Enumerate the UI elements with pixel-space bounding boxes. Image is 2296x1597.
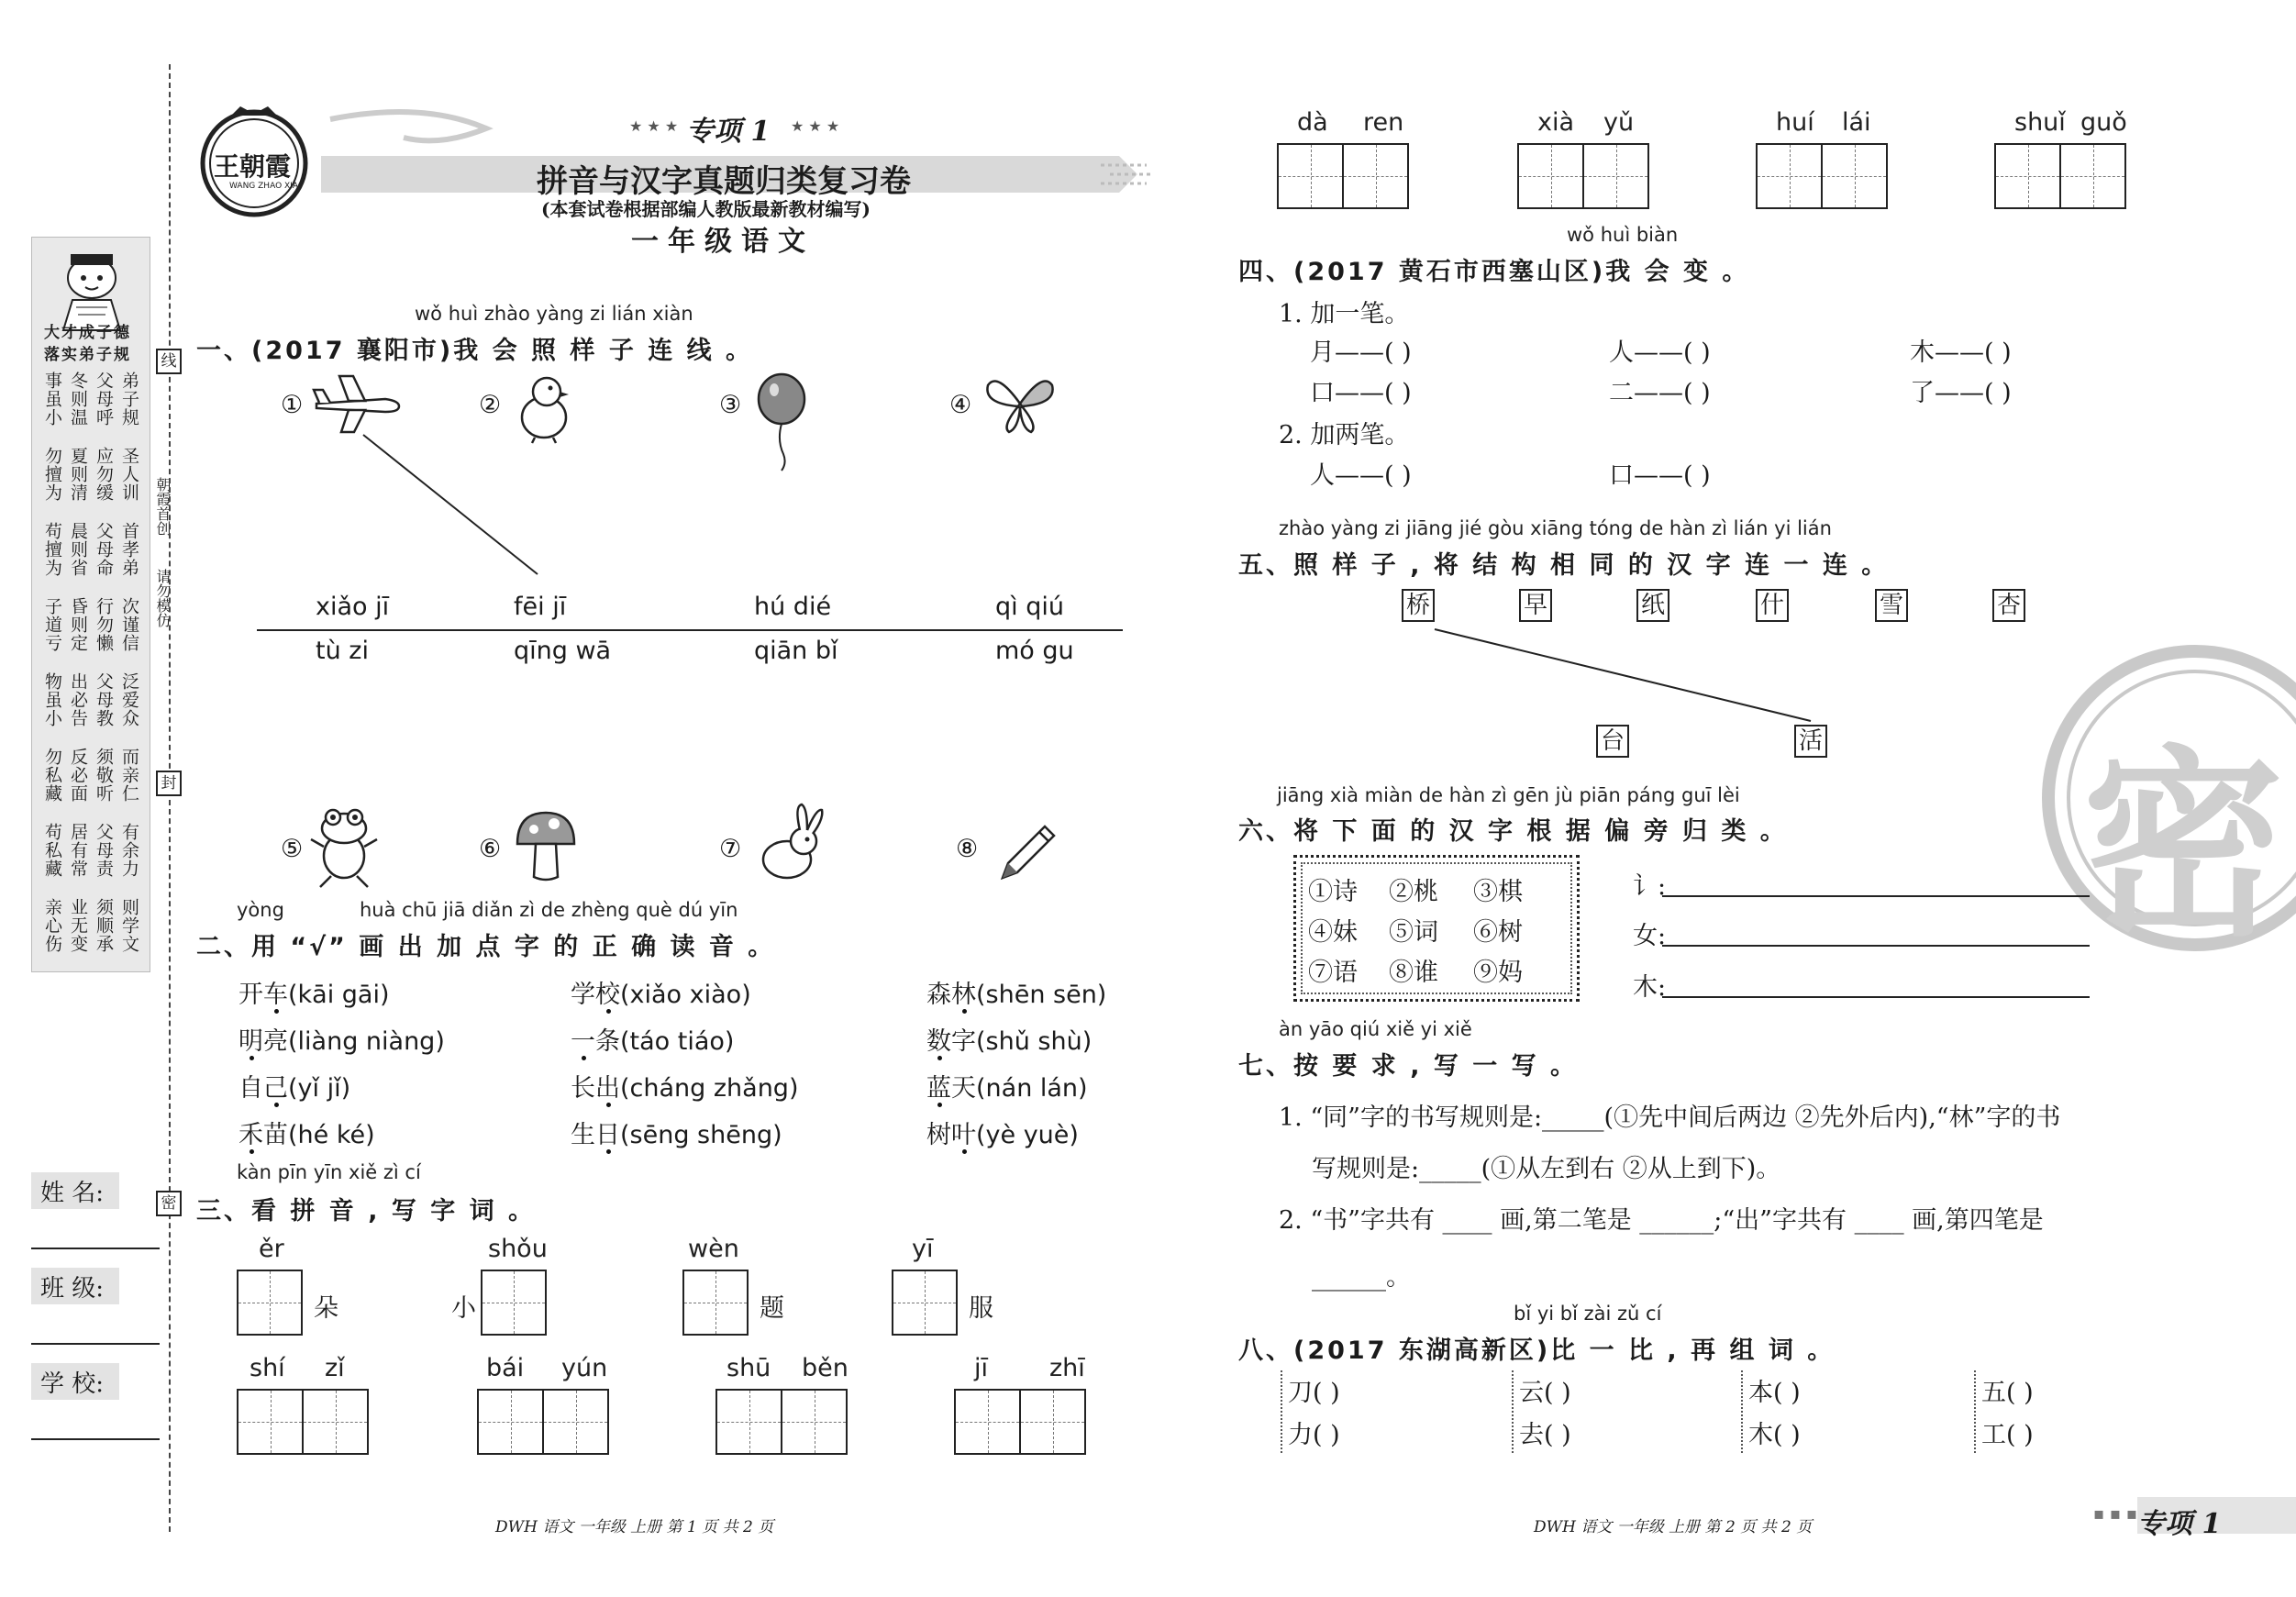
q8-blank[interactable]: 本( ) xyxy=(1748,1379,1801,1407)
q1-word-qingwa[interactable]: qīng wā xyxy=(514,637,612,665)
q8-divider xyxy=(1741,1370,1743,1453)
name-field[interactable] xyxy=(31,1248,160,1249)
right-top-pinyin: huí xyxy=(1776,108,1814,137)
q4-blank[interactable]: 月——( ) xyxy=(1310,338,1412,367)
q3-row1-grid[interactable] xyxy=(237,1270,303,1336)
page-subtitle: (本套试卷根据部编人教版最新教材编写) xyxy=(541,198,871,220)
pencil-icon xyxy=(995,821,1059,885)
emphasis-dot xyxy=(274,1009,279,1014)
right-top-grid[interactable] xyxy=(1994,143,2126,209)
emphasis-dot xyxy=(582,1056,586,1060)
sidebar-motto-2: 落实弟子规 xyxy=(44,346,131,364)
stars-right: ★ ★ ★ xyxy=(791,117,840,135)
q3-title: 三、看 拼 音 , 写 字 词 。 xyxy=(196,1197,537,1225)
q1-num-3: ③ xyxy=(719,391,742,419)
poem-col: 行勿懒 xyxy=(94,597,114,652)
q4-sub1: 1. 加一笔。 xyxy=(1279,300,1410,328)
q1-num-6: ⑥ xyxy=(479,835,502,863)
q3-row2-pinyin: shí xyxy=(250,1354,285,1382)
q3-row2-grid[interactable] xyxy=(237,1389,369,1455)
poem-col: 冬则温 xyxy=(68,372,88,427)
q5-bottom-char[interactable]: 活 xyxy=(1794,725,1827,758)
poem-col: 圣人训 xyxy=(119,447,139,502)
q6-answer-line[interactable] xyxy=(1662,945,2090,947)
school-field[interactable] xyxy=(31,1438,160,1440)
footer-badge: 专项 1 xyxy=(2137,1508,2222,1540)
q3-row2-pinyin: yún xyxy=(561,1354,608,1382)
side-note-1: 朝霞首创 xyxy=(154,477,172,536)
q5-title: 五、照 样 子 , 将 结 构 相 同 的 汉 字 连 一 连 。 xyxy=(1238,551,1890,580)
footer-badge-dots: ▪ ▪ ▪ xyxy=(2093,1504,2138,1524)
q8-blank[interactable]: 去( ) xyxy=(1519,1421,1571,1449)
q7-line1[interactable]: 1. “同”字的书写规则是:_____(①先中间后两边 ②先外后内),“林”字的书 xyxy=(1279,1103,2061,1132)
grade-title: 一年级语文 xyxy=(631,226,815,258)
q2-item[interactable]: 一条(táo tiáo) xyxy=(571,1027,735,1056)
q4-sub2: 2. 加两笔。 xyxy=(1279,421,1410,449)
q1-divider xyxy=(257,629,1123,631)
stamp-char: 密 xyxy=(2082,726,2285,963)
right-top-pinyin: ren xyxy=(1363,108,1404,137)
q5-top-char[interactable]: 早 xyxy=(1519,589,1552,622)
q6-answer-line[interactable] xyxy=(1662,895,2090,897)
emphasis-dot xyxy=(250,1149,254,1154)
q8-pinyin: bǐ yi bǐ zài zǔ cí xyxy=(1514,1303,1662,1325)
emphasis-dot xyxy=(606,1103,611,1107)
q3-row1-pinyin: ěr xyxy=(259,1235,284,1263)
poem-col: 子道亏 xyxy=(42,597,62,652)
q4-blank[interactable]: 人——( ) xyxy=(1609,338,1711,367)
poem-col: 而亲仁 xyxy=(119,748,139,803)
right-top-pinyin: guǒ xyxy=(2080,108,2127,137)
q3-pinyin: kàn pīn yīn xiě zì cí xyxy=(237,1161,421,1183)
poem-col: 须敬听 xyxy=(94,748,114,803)
poem-col: 晨则省 xyxy=(68,522,88,577)
poem-col: 父母教 xyxy=(94,672,114,727)
q3-row1-grid[interactable] xyxy=(481,1270,547,1336)
q7-line4[interactable]: ______。 xyxy=(1312,1263,1411,1292)
poem-col: 物虽小 xyxy=(42,672,62,727)
q6-answer-line[interactable] xyxy=(1662,996,2090,998)
poem-col: 出必告 xyxy=(68,672,88,727)
q1-word-feiji[interactable]: fēi jī xyxy=(514,593,567,621)
poem-col: 亲心伤 xyxy=(42,898,62,953)
q3-row1-grid[interactable] xyxy=(892,1270,958,1336)
q3-row2-pinyin: zǐ xyxy=(325,1354,345,1382)
q4-blank[interactable]: 木——( ) xyxy=(1910,338,2012,367)
q4-blank[interactable]: 人——( ) xyxy=(1310,461,1412,490)
q3-row2-grid[interactable] xyxy=(954,1389,1086,1455)
emphasis-dot xyxy=(962,1149,967,1154)
q7-line3[interactable]: 2. “书”字共有 ____ 画,第二笔是 ______;“出”字共有 ____ 画,第四笔是 xyxy=(1279,1206,2044,1235)
airplane-icon xyxy=(312,372,404,436)
q5-top-char[interactable]: 什 xyxy=(1756,589,1789,622)
poem-col: 应勿缓 xyxy=(94,447,114,502)
right-top-pinyin: lái xyxy=(1842,108,1871,137)
side-note-2: 请勿模仿 xyxy=(154,569,172,627)
emphasis-dot xyxy=(937,1103,942,1107)
q1-word-tuzi[interactable]: tù zi xyxy=(316,637,369,665)
poem-col: 有余力 xyxy=(119,823,139,878)
q6-char: ⑥树 xyxy=(1473,918,1523,947)
right-top-grid[interactable] xyxy=(1517,143,1649,209)
q6-char: ②桃 xyxy=(1389,878,1438,906)
q3-row2-pinyin: bái xyxy=(486,1354,525,1382)
q3-row2-pinyin: shū xyxy=(727,1354,771,1382)
q2-item[interactable]: 生日(sēng shēng) xyxy=(571,1121,782,1149)
q4-blank[interactable]: 二——( ) xyxy=(1609,379,1711,407)
topic-title: 专项 1 xyxy=(686,116,771,148)
q2-item[interactable]: 学校(xiǎo xiào) xyxy=(571,981,751,1009)
q3-row1-suffix: 服 xyxy=(969,1294,993,1323)
q2-item[interactable]: 森林(shēn sēn) xyxy=(926,981,1107,1009)
q4-blank[interactable]: 了——( ) xyxy=(1910,379,2012,407)
q3-row1-prefix: 小 xyxy=(451,1294,476,1323)
q1-example-line xyxy=(358,431,560,578)
q8-blank[interactable]: 五( ) xyxy=(1981,1379,2034,1407)
q3-row2-grid[interactable] xyxy=(477,1389,609,1455)
q7-pinyin: àn yāo qiú xiě yi xiě xyxy=(1279,1018,1472,1040)
q6-radical-label: 女: xyxy=(1633,922,1667,950)
poem-col: 业无变 xyxy=(68,898,88,953)
rabbit-icon xyxy=(752,803,826,885)
poem-col: 须顺承 xyxy=(94,898,114,953)
poem-col: 弟子规 xyxy=(119,372,139,427)
poem-col: 苟私藏 xyxy=(42,823,62,878)
q3-row1-pinyin: yī xyxy=(912,1235,934,1263)
page-title: 拼音与汉字真题归类复习卷 xyxy=(537,163,911,200)
q1-pinyin: wǒ huì zhào yàng zi lián xiàn xyxy=(415,303,693,325)
q6-radical-label: 木: xyxy=(1633,973,1667,1002)
poem-col: 勿私藏 xyxy=(42,748,62,803)
sidebar-motto-1: 大才成子德 xyxy=(44,324,131,342)
logo-text: 王朝霞 xyxy=(214,151,292,182)
mushroom-icon xyxy=(514,809,578,882)
poem-col: 夏则清 xyxy=(68,447,88,502)
poem-col: 首孝弟 xyxy=(119,522,139,577)
q3-row2-pinyin: běn xyxy=(802,1354,849,1382)
school-label: 学 校: xyxy=(40,1370,105,1398)
q2-pinyin-b: huà chū jiā diǎn zì de zhèng què dú yīn xyxy=(360,899,738,921)
q2-item[interactable]: 明亮(liàng niàng) xyxy=(238,1027,445,1056)
q2-item[interactable]: 禾苗(hé ké) xyxy=(238,1121,375,1149)
q2-item[interactable]: 蓝天(nán lán) xyxy=(926,1074,1088,1103)
q5-top-char[interactable]: 雪 xyxy=(1875,589,1908,622)
q5-bottom-char[interactable]: 台 xyxy=(1596,725,1629,758)
q6-char: ⑦语 xyxy=(1308,959,1358,987)
q8-title: 八、(2017 东湖高新区)比 一 比 , 再 组 词 。 xyxy=(1238,1336,1836,1365)
footer-left: DWH 语文 一年级 上册 第 1 页 共 2 页 xyxy=(495,1518,774,1536)
q3-row2-grid[interactable] xyxy=(715,1389,848,1455)
right-top-pinyin: dà xyxy=(1297,108,1328,137)
poem-col: 父母责 xyxy=(94,823,114,878)
poem-col: 则学文 xyxy=(119,898,139,953)
cut-mark-line: 线 xyxy=(156,349,182,374)
q2-item[interactable]: 开车(kāi gāi) xyxy=(238,981,390,1009)
q3-row1-grid[interactable] xyxy=(682,1270,749,1336)
frog-icon xyxy=(307,803,381,890)
cut-mark-secret: 密 xyxy=(156,1191,182,1216)
emphasis-dot xyxy=(937,1056,942,1060)
poem-col: 反必面 xyxy=(68,748,88,803)
q1-num-8: ⑧ xyxy=(956,835,979,863)
balloon-icon xyxy=(754,372,809,472)
q8-divider xyxy=(1512,1370,1514,1453)
q1-title: 一、(2017 襄阳市)我 会 照 样 子 连 线 。 xyxy=(196,337,754,365)
q6-char: ④妹 xyxy=(1308,918,1358,947)
q3-row1-pinyin: wèn xyxy=(688,1235,739,1263)
q1-word-qianbi[interactable]: qiān bǐ xyxy=(754,637,838,665)
q1-num-4: ④ xyxy=(949,391,972,419)
q8-blank[interactable]: 云( ) xyxy=(1519,1379,1571,1407)
q1-num-1: ① xyxy=(281,391,304,419)
emphasis-dot xyxy=(274,1103,279,1107)
q3-row2-pinyin: zhī xyxy=(1049,1354,1085,1382)
q2-pinyin-a: yòng xyxy=(237,899,284,921)
class-field[interactable] xyxy=(31,1343,160,1345)
q7-title: 七、按 要 求 , 写 一 写 。 xyxy=(1238,1052,1579,1081)
q5-pinyin: zhào yàng zi jiāng jié gòu xiāng tóng de hàn zì lián yi lián xyxy=(1279,517,1832,539)
q1-word-mogu[interactable]: mó gu xyxy=(995,637,1074,665)
q6-char: ⑧谁 xyxy=(1389,959,1438,987)
q2-title: 二、用 “√” 画 出 加 点 字 的 正 确 读 音 。 xyxy=(196,933,776,961)
q3-row1-pinyin: shǒu xyxy=(488,1235,548,1263)
q5-top-char[interactable]: 纸 xyxy=(1636,589,1669,622)
poem-col: 父母命 xyxy=(94,522,114,577)
emphasis-dot xyxy=(606,1149,611,1154)
poem-col: 居有常 xyxy=(68,823,88,878)
q5-top-char[interactable]: 杏 xyxy=(1992,589,2025,622)
right-top-grid[interactable] xyxy=(1756,143,1888,209)
q1-word-xiaoji[interactable]: xiǎo jī xyxy=(316,593,390,621)
q3-row2-pinyin: jī xyxy=(974,1354,989,1382)
q1-num-7: ⑦ xyxy=(719,835,742,863)
q8-blank[interactable]: 工( ) xyxy=(1981,1421,2034,1449)
name-label: 姓 名: xyxy=(40,1180,105,1207)
q6-char: ⑤词 xyxy=(1389,918,1438,947)
poem-col: 昏则定 xyxy=(68,597,88,652)
q2-item[interactable]: 自己(yǐ jǐ) xyxy=(238,1074,351,1103)
q8-divider xyxy=(1281,1370,1282,1453)
q8-blank[interactable]: 力( ) xyxy=(1288,1421,1340,1449)
q6-char: ①诗 xyxy=(1308,878,1358,906)
footer-right: DWH 语文 一年级 上册 第 2 页 共 2 页 xyxy=(1534,1518,1813,1536)
right-top-pinyin: shuǐ xyxy=(2014,108,2066,137)
poem-col: 勿擅为 xyxy=(42,447,62,502)
class-label: 班 级: xyxy=(40,1275,105,1303)
q6-pinyin: jiāng xià miàn de hàn zì gēn jù piān páng guī lèi xyxy=(1277,784,1740,806)
q6-char: ⑨妈 xyxy=(1473,959,1523,987)
q8-blank[interactable]: 木( ) xyxy=(1748,1421,1801,1449)
q4-blank[interactable]: 口——( ) xyxy=(1609,461,1711,490)
q4-pinyin: wǒ huì biàn xyxy=(1567,224,1679,246)
q2-item[interactable]: 数字(shǔ shù) xyxy=(926,1027,1093,1056)
poem-col: 事虽小 xyxy=(42,372,62,427)
q3-row1-suffix: 题 xyxy=(760,1294,784,1323)
q1-num-5: ⑤ xyxy=(281,835,304,863)
poem-col: 泛爱众 xyxy=(119,672,139,727)
right-top-pinyin: xià xyxy=(1537,108,1575,137)
emphasis-dot xyxy=(250,1056,254,1060)
emphasis-dot xyxy=(962,1009,967,1014)
q4-title: 四、(2017 黄石市西塞山区)我 会 变 。 xyxy=(1238,258,1750,286)
q8-divider xyxy=(1974,1370,1976,1453)
poem-col: 苟擅为 xyxy=(42,522,62,577)
q1-word-qiqiu[interactable]: qì qiú xyxy=(995,593,1064,621)
q6-char: ③棋 xyxy=(1473,878,1523,906)
emphasis-dot xyxy=(606,1009,611,1014)
q2-item[interactable]: 长出(cháng zhǎng) xyxy=(571,1074,799,1103)
poem-col: 父母呼 xyxy=(94,372,114,427)
logo-sub: WANG ZHAO XIA xyxy=(229,182,298,191)
butterfly-icon xyxy=(983,372,1057,436)
q5-example-line xyxy=(1431,626,1816,726)
cut-mark-seal: 封 xyxy=(156,771,182,796)
q3-row1-suffix: 朵 xyxy=(314,1294,338,1323)
q1-num-2: ② xyxy=(479,391,502,419)
q8-blank[interactable]: 刀( ) xyxy=(1288,1379,1340,1407)
q2-item[interactable]: 树叶(yè yuè) xyxy=(926,1121,1079,1149)
right-top-pinyin: yǔ xyxy=(1603,108,1635,137)
q1-word-hudie[interactable]: hú dié xyxy=(754,593,832,621)
poem-col: 次谨信 xyxy=(119,597,139,652)
cut-line xyxy=(169,64,171,1532)
q7-line2[interactable]: 写规则是:_____(①从左到右 ②从上到下)。 xyxy=(1312,1155,1781,1183)
q6-radical-label: 讠: xyxy=(1633,872,1667,901)
q4-blank[interactable]: 口——( ) xyxy=(1310,379,1412,407)
q5-top-char[interactable]: 桥 xyxy=(1402,589,1435,622)
right-top-grid[interactable] xyxy=(1277,143,1409,209)
q6-title: 六、将 下 面 的 汉 字 根 据 偏 旁 归 类 。 xyxy=(1238,817,1788,846)
stars-left: ★ ★ ★ xyxy=(629,117,679,135)
